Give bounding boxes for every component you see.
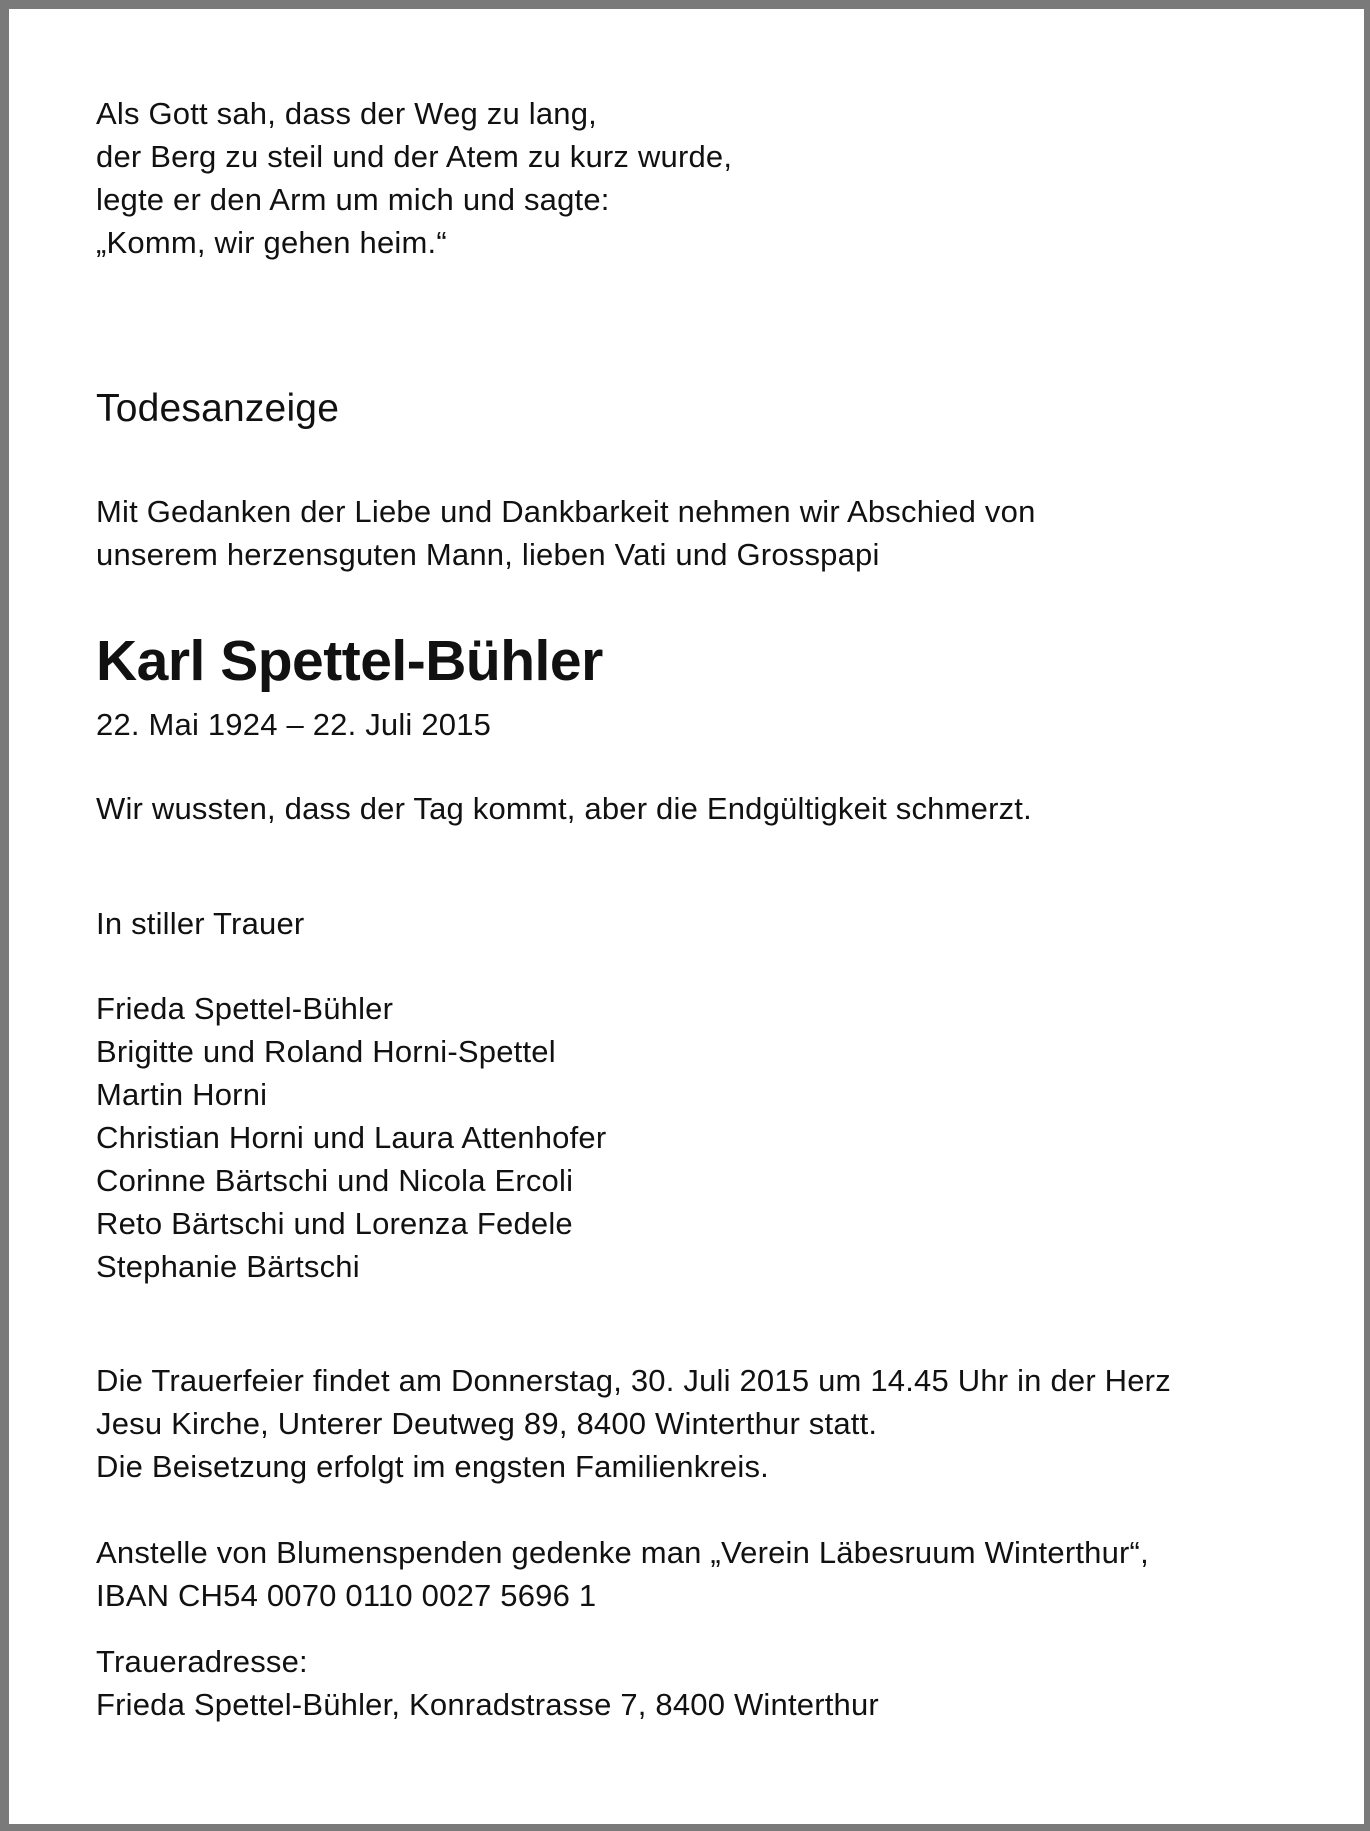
service-info [96,1359,1284,1488]
mourner: Martin Horni [96,1077,268,1112]
mourners-list [96,987,606,1288]
poem-line: der Berg zu steil und der Atem zu kurz wurde, [96,139,733,174]
deceased-name: Karl Spettel-Bühler [96,629,603,693]
poem-line: legte er den Arm um mich und sagte: [96,182,610,217]
poem-line: Als Gott sah, dass der Weg zu lang, [96,96,597,131]
heading: Todesanzeige [96,387,340,430]
intro-line: unserem herzensguten Mann, lieben Vati und Grosspapi [96,537,880,572]
mourning-label: In stiller Trauer [96,906,305,941]
donation-info [96,1531,1149,1617]
mourner: Brigitte und Roland Horni-Spettel [96,1034,556,1069]
service-line: Die Trauerfeier findet am Donnerstag, 30. Juli 2015 um 14.45 Uhr in der Herz [96,1363,1171,1398]
poem [96,92,732,264]
intro [96,490,1036,576]
donation-iban: IBAN CH54 0070 0110 0027 5696 1 [96,1578,597,1613]
mourner: Stephanie Bärtschi [96,1249,360,1284]
mourner: Reto Bärtschi und Lorenza Fedele [96,1206,573,1241]
life-dates: 22. Mai 1924 – 22. Juli 2015 [96,707,492,742]
mourner: Frieda Spettel-Bühler [96,991,394,1026]
service-line: Die Beisetzung erfolgt im engsten Familienkreis. [96,1449,769,1484]
quote: Wir wussten, dass der Tag kommt, aber die Endgültigkeit schmerzt. [96,791,1032,826]
donation-line: Anstelle von Blumenspenden gedenke man „Verein Läbesruum Winterthur“, [96,1535,1149,1570]
service-line: Jesu Kirche, Unterer Deutweg 89, 8400 Winterthur statt. [96,1406,878,1441]
address-label: Traueradresse: [96,1644,308,1679]
address-line: Frieda Spettel-Bühler, Konradstrasse 7, 8400 Winterthur [96,1687,879,1722]
mourner: Corinne Bärtschi und Nicola Ercoli [96,1163,574,1198]
poem-line: „Komm, wir gehen heim.“ [96,225,447,260]
mourning-address [96,1640,879,1726]
intro-line: Mit Gedanken der Liebe und Dankbarkeit nehmen wir Abschied von [96,494,1036,529]
mourner: Christian Horni und Laura Attenhofer [96,1120,607,1155]
obituary-page [9,9,1364,1824]
